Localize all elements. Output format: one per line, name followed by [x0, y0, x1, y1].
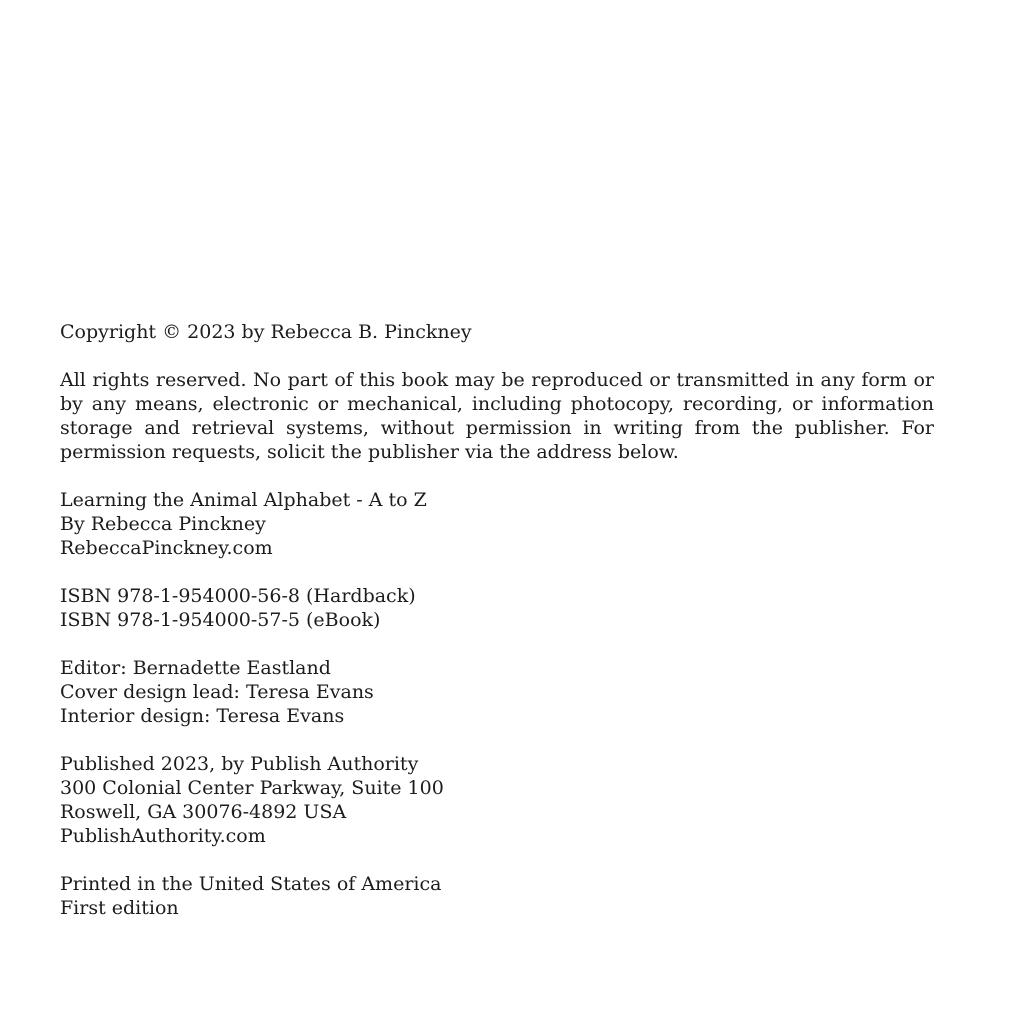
book-title: Learning the Animal Alphabet - A to Z: [60, 489, 427, 511]
interior-design-credit: Interior design: Teresa Evans: [60, 705, 345, 727]
printing-block: [60, 872, 934, 920]
publisher-block: [60, 752, 934, 848]
published-line: Published 2023, by Publish Authority: [60, 753, 419, 775]
editor-credit: Editor: Bernadette Eastland: [60, 657, 331, 679]
credits-block: [60, 656, 934, 728]
book-info-block: [60, 488, 934, 560]
copyright-block: [60, 320, 934, 344]
isbn-block: [60, 584, 934, 632]
edition-line: First edition: [60, 897, 179, 919]
printed-line: Printed in the United States of America: [60, 873, 442, 895]
copyright-page: [60, 320, 934, 944]
publisher-address-line2: Roswell, GA 30076-4892 USA: [60, 801, 347, 823]
isbn-hardback: ISBN 978-1-954000-56-8 (Hardback): [60, 585, 416, 607]
publisher-website: PublishAuthority.com: [60, 825, 266, 847]
copyright-line: Copyright © 2023 by Rebecca B. Pinckney: [60, 321, 472, 343]
author-website: RebeccaPinckney.com: [60, 537, 273, 559]
cover-design-credit: Cover design lead: Teresa Evans: [60, 681, 374, 703]
isbn-ebook: ISBN 978-1-954000-57-5 (eBook): [60, 609, 381, 631]
rights-notice: All rights reserved. No part of this book may be reproduced or transmitted in any form or by any means, electronic or mechanical, including photocopy, recording, or information storage and retrieval systems, without permission in writing from the publisher. For permission requests, solicit the publisher via the address below.: [60, 369, 934, 463]
book-author: By Rebecca Pinckney: [60, 513, 266, 535]
publisher-address-line1: 300 Colonial Center Parkway, Suite 100: [60, 777, 444, 799]
